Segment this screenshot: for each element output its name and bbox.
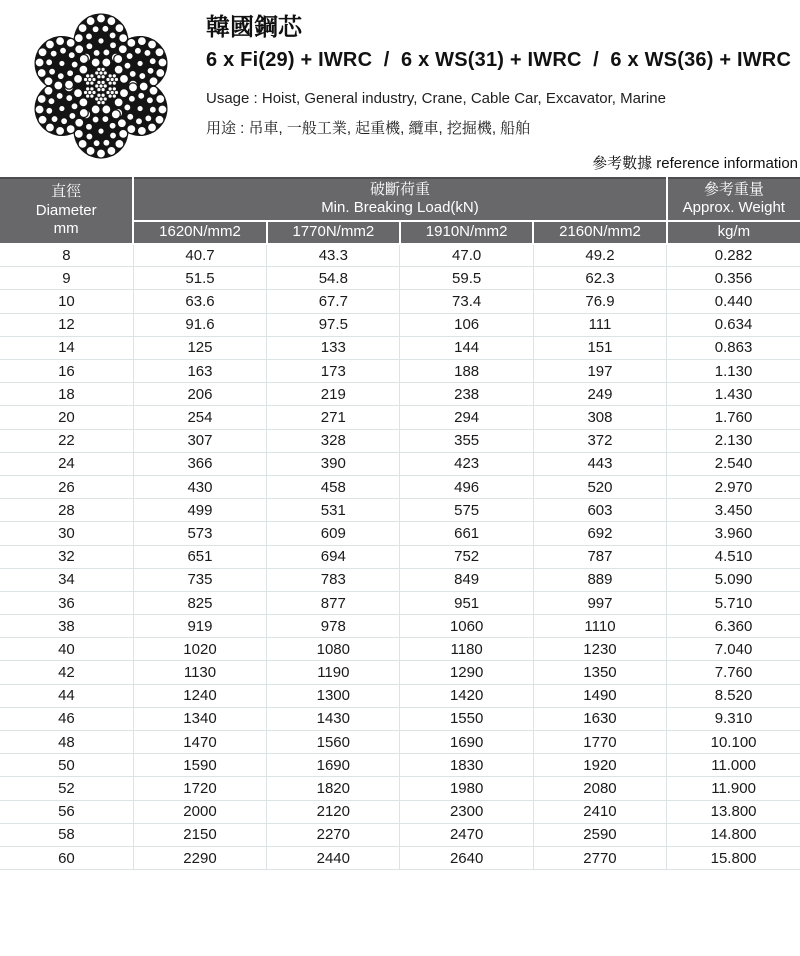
table-cell: 1020	[133, 638, 266, 661]
col-header-weight	[667, 178, 800, 221]
table-cell: 42	[0, 661, 133, 684]
table-row	[0, 800, 800, 823]
spec-table	[0, 177, 800, 870]
table-cell: 2590	[533, 823, 666, 846]
table-cell: 59.5	[400, 267, 533, 290]
table-row	[0, 591, 800, 614]
wire-rope-cross-section-icon	[26, 12, 176, 160]
table-cell: 0.356	[667, 267, 800, 290]
table-row	[0, 615, 800, 638]
table-cell: 8	[0, 244, 133, 267]
table-cell: 40.7	[133, 244, 266, 267]
table-row	[0, 336, 800, 359]
table-cell: 783	[267, 568, 400, 591]
table-cell: 49.2	[533, 244, 666, 267]
table-cell: 4.510	[667, 545, 800, 568]
table-cell: 0.282	[667, 244, 800, 267]
table-cell: 2300	[400, 800, 533, 823]
table-cell: 0.440	[667, 290, 800, 313]
table-cell: 12	[0, 313, 133, 336]
table-row	[0, 684, 800, 707]
table-cell: 9.310	[667, 707, 800, 730]
table-cell: 5.710	[667, 591, 800, 614]
table-cell: 1820	[267, 777, 400, 800]
header-text-block	[206, 12, 791, 138]
table-cell: 2290	[133, 846, 266, 869]
table-cell: 531	[267, 499, 400, 522]
table-cell: 2470	[400, 823, 533, 846]
col-header-diameter-unit: mm	[53, 219, 79, 237]
table-cell: 48	[0, 731, 133, 754]
table-cell: 1630	[533, 707, 666, 730]
col-header-breaking-load	[133, 178, 666, 221]
table-head	[0, 178, 800, 244]
table-cell: 1230	[533, 638, 666, 661]
table-cell: 219	[267, 383, 400, 406]
table-cell: 1300	[267, 684, 400, 707]
table-row	[0, 499, 800, 522]
table-cell: 889	[533, 568, 666, 591]
table-cell: 56	[0, 800, 133, 823]
table-cell: 430	[133, 475, 266, 498]
table-cell: 28	[0, 499, 133, 522]
table-cell: 1690	[400, 731, 533, 754]
table-cell: 22	[0, 429, 133, 452]
col-header-grade-1770: 1770N/mm2	[267, 221, 400, 244]
table-cell: 1470	[133, 731, 266, 754]
table-cell: 5.090	[667, 568, 800, 591]
table-cell: 91.6	[133, 313, 266, 336]
table-cell: 1.760	[667, 406, 800, 429]
table-cell: 197	[533, 360, 666, 383]
table-cell: 1180	[400, 638, 533, 661]
table-cell: 8.520	[667, 684, 800, 707]
table-cell: 1110	[533, 615, 666, 638]
table-cell: 3.960	[667, 522, 800, 545]
table-cell: 307	[133, 429, 266, 452]
page-title: 韓國鋼芯	[206, 14, 302, 41]
col-header-weight-unit: kg/m	[667, 221, 800, 244]
table-row	[0, 244, 800, 267]
table-row	[0, 846, 800, 869]
table-cell: 1420	[400, 684, 533, 707]
table-cell: 67.7	[267, 290, 400, 313]
table-cell: 20	[0, 406, 133, 429]
table-cell: 520	[533, 475, 666, 498]
table-cell: 1350	[533, 661, 666, 684]
col-header-weight-zh: 參考重量	[703, 181, 764, 198]
table-cell: 106	[400, 313, 533, 336]
table-cell: 661	[400, 522, 533, 545]
table-cell: 58	[0, 823, 133, 846]
col-header-breaking-load-en: Min. Breaking Load(kN)	[321, 199, 479, 217]
table-cell: 14.800	[667, 823, 800, 846]
table-cell: 825	[133, 591, 266, 614]
table-cell: 1190	[267, 661, 400, 684]
table-cell: 54.8	[267, 267, 400, 290]
table-cell: 163	[133, 360, 266, 383]
table-row	[0, 290, 800, 313]
table-cell: 1770	[533, 731, 666, 754]
table-row	[0, 545, 800, 568]
table-cell: 1.130	[667, 360, 800, 383]
table-cell: 951	[400, 591, 533, 614]
table-cell: 735	[133, 568, 266, 591]
table-cell: 7.760	[667, 661, 800, 684]
table-cell: 443	[533, 452, 666, 475]
table-row	[0, 406, 800, 429]
table-cell: 2.130	[667, 429, 800, 452]
table-cell: 206	[133, 383, 266, 406]
table-cell: 38	[0, 615, 133, 638]
table-row	[0, 313, 800, 336]
table-cell: 16	[0, 360, 133, 383]
table-cell: 34	[0, 568, 133, 591]
table-cell: 1920	[533, 754, 666, 777]
table-cell: 47.0	[400, 244, 533, 267]
table-cell: 575	[400, 499, 533, 522]
table-cell: 63.6	[133, 290, 266, 313]
table-row	[0, 568, 800, 591]
table-cell: 919	[133, 615, 266, 638]
table-row	[0, 638, 800, 661]
table-cell: 15.800	[667, 846, 800, 869]
table-cell: 609	[267, 522, 400, 545]
table-cell: 366	[133, 452, 266, 475]
table-cell: 62.3	[533, 267, 666, 290]
table-cell: 1130	[133, 661, 266, 684]
table-cell: 249	[533, 383, 666, 406]
table-cell: 46	[0, 707, 133, 730]
table-cell: 1690	[267, 754, 400, 777]
table-cell: 328	[267, 429, 400, 452]
table-cell: 603	[533, 499, 666, 522]
table-cell: 1560	[267, 731, 400, 754]
table-cell: 997	[533, 591, 666, 614]
table-cell: 50	[0, 754, 133, 777]
table-cell: 2150	[133, 823, 266, 846]
table-cell: 10.100	[667, 731, 800, 754]
table-cell: 52	[0, 777, 133, 800]
table-cell: 9	[0, 267, 133, 290]
table-row	[0, 777, 800, 800]
table-cell: 10	[0, 290, 133, 313]
col-header-grade-1620: 1620N/mm2	[133, 221, 266, 244]
table-cell: 11.000	[667, 754, 800, 777]
usage-line-zh: 用途 : 吊車, 一般工業, 起重機, 纜車, 挖掘機, 船舶	[206, 119, 531, 137]
table-cell: 144	[400, 336, 533, 359]
table-cell: 7.040	[667, 638, 800, 661]
table-cell: 877	[267, 591, 400, 614]
table-cell: 1060	[400, 615, 533, 638]
table-cell: 2000	[133, 800, 266, 823]
table-cell: 14	[0, 336, 133, 359]
table-row	[0, 429, 800, 452]
table-cell: 458	[267, 475, 400, 498]
col-header-grade-2160: 2160N/mm2	[533, 221, 666, 244]
table-cell: 2080	[533, 777, 666, 800]
table-cell: 372	[533, 429, 666, 452]
table-row	[0, 823, 800, 846]
table-cell: 188	[400, 360, 533, 383]
col-header-diameter-en: Diameter	[35, 201, 97, 219]
table-cell: 499	[133, 499, 266, 522]
table-cell: 2.970	[667, 475, 800, 498]
table-cell: 1830	[400, 754, 533, 777]
table-cell: 573	[133, 522, 266, 545]
table-cell: 2.540	[667, 452, 800, 475]
table-cell: 390	[267, 452, 400, 475]
table-cell: 2270	[267, 823, 400, 846]
table-cell: 2410	[533, 800, 666, 823]
table-cell: 692	[533, 522, 666, 545]
col-header-diameter	[0, 178, 133, 244]
table-row	[0, 475, 800, 498]
table-cell: 11.900	[667, 777, 800, 800]
table-cell: 0.863	[667, 336, 800, 359]
table-cell: 271	[267, 406, 400, 429]
table-cell: 3.450	[667, 499, 800, 522]
table-row	[0, 360, 800, 383]
table-row	[0, 522, 800, 545]
table-cell: 0.634	[667, 313, 800, 336]
table-cell: 694	[267, 545, 400, 568]
table-cell: 6.360	[667, 615, 800, 638]
table-cell: 76.9	[533, 290, 666, 313]
col-header-diameter-zh: 直徑	[51, 183, 82, 201]
table-row	[0, 661, 800, 684]
table-cell: 24	[0, 452, 133, 475]
table-cell: 1720	[133, 777, 266, 800]
table-cell: 111	[533, 313, 666, 336]
table-cell: 254	[133, 406, 266, 429]
table-cell: 1240	[133, 684, 266, 707]
table-row	[0, 707, 800, 730]
table-cell: 26	[0, 475, 133, 498]
table-cell: 30	[0, 522, 133, 545]
table-row	[0, 452, 800, 475]
table-cell: 978	[267, 615, 400, 638]
col-header-grade-1910: 1910N/mm2	[400, 221, 533, 244]
table-cell: 173	[267, 360, 400, 383]
table-cell: 1290	[400, 661, 533, 684]
header-section	[0, 0, 800, 160]
table-cell: 13.800	[667, 800, 800, 823]
table-cell: 18	[0, 383, 133, 406]
table-cell: 32	[0, 545, 133, 568]
table-row	[0, 383, 800, 406]
table-cell: 308	[533, 406, 666, 429]
table-cell: 51.5	[133, 267, 266, 290]
usage-line-en: Usage : Hoist, General industry, Crane, Cable Car, Excavator, Marine	[206, 89, 666, 107]
table-cell: 1080	[267, 638, 400, 661]
table-cell: 125	[133, 336, 266, 359]
table-cell: 1340	[133, 707, 266, 730]
table-cell: 1550	[400, 707, 533, 730]
table-cell: 2120	[267, 800, 400, 823]
table-cell: 787	[533, 545, 666, 568]
table-cell: 133	[267, 336, 400, 359]
table-cell: 752	[400, 545, 533, 568]
table-cell: 423	[400, 452, 533, 475]
col-header-weight-en: Approx. Weight	[682, 199, 785, 217]
table-cell: 60	[0, 846, 133, 869]
table-cell: 2440	[267, 846, 400, 869]
table-cell: 1490	[533, 684, 666, 707]
table-cell: 2640	[400, 846, 533, 869]
table-cell: 355	[400, 429, 533, 452]
table-cell: 97.5	[267, 313, 400, 336]
table-cell: 40	[0, 638, 133, 661]
col-header-breaking-load-zh: 破斷荷重	[369, 181, 430, 198]
reference-note: 參考數據 reference information	[592, 155, 798, 172]
table-cell: 73.4	[400, 290, 533, 313]
table-cell: 36	[0, 591, 133, 614]
table-cell: 151	[533, 336, 666, 359]
table-cell: 651	[133, 545, 266, 568]
table-row	[0, 267, 800, 290]
table-row	[0, 731, 800, 754]
table-cell: 1980	[400, 777, 533, 800]
table-cell: 1430	[267, 707, 400, 730]
construction-subtitle: 6 x Fi(29) + IWRC / 6 x WS(31) + IWRC / 6 x WS(36) + IWRC	[206, 48, 792, 71]
table-cell: 238	[400, 383, 533, 406]
table-row	[0, 754, 800, 777]
table-cell: 294	[400, 406, 533, 429]
table-body	[0, 244, 800, 870]
table-cell: 1590	[133, 754, 266, 777]
table-cell: 43.3	[267, 244, 400, 267]
table-cell: 1.430	[667, 383, 800, 406]
table-cell: 2770	[533, 846, 666, 869]
table-cell: 496	[400, 475, 533, 498]
table-cell: 44	[0, 684, 133, 707]
table-cell: 849	[400, 568, 533, 591]
